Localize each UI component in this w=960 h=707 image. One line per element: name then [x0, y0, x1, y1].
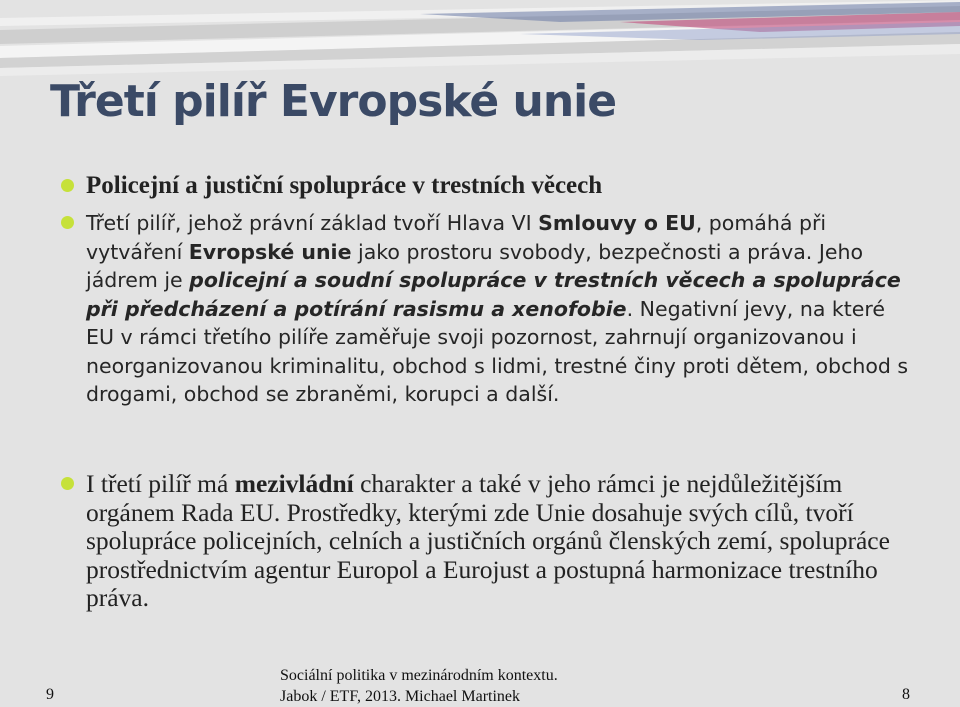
bullet-text — [86, 211, 908, 406]
bullet-text — [86, 172, 602, 199]
text-segment: Třetí pilíř, jehož právní základ tvoří Hlava VI — [86, 211, 539, 235]
bullet-item — [86, 209, 916, 409]
footer-caption — [280, 665, 558, 707]
bullet-item — [86, 470, 916, 613]
text-segment: policejní a soudní spolupráce v trestních věcech a spolupráce při předcházení a potírání rasismu a xenofobie — [86, 268, 901, 321]
bullet-item — [86, 171, 916, 201]
text-segment: Smlouvy o EU — [538, 211, 696, 235]
text-segment: I třetí pilíř má — [86, 469, 235, 498]
bullet-dot-icon — [61, 216, 74, 229]
footer-line-1: Sociální politika v mezinárodním kontextu. — [280, 667, 558, 684]
page-number-left: 9 — [46, 686, 54, 703]
bullet-dot-icon — [61, 477, 74, 490]
page-number-right: 8 — [902, 686, 910, 703]
text-segment: Policejní a justiční spolupráce v trestních věcech — [86, 172, 603, 199]
bullet-text — [86, 469, 890, 612]
slide-title: Třetí pilíř Evropské unie — [50, 76, 617, 127]
text-segment: charakter a také v jeho rámci je nejdůležitějším orgánem Rada EU. Prostředky, kterými zde Unie dosahuje svých cílů, tvoří spolupráce policejních, celních a justičních orgánů členských zemí, spolupráce prostřednictvím agentur Europol a Eurojust a postupná harmonizace trestního práva. — [86, 469, 890, 612]
bullet-dot-icon — [61, 179, 74, 192]
text-segment: jako prostoru svobody, bezpečnosti a práva. Jeho jádrem je — [86, 239, 864, 292]
text-segment: Evropské unie — [188, 239, 352, 264]
text-segment: , pomáhá při vytváření — [86, 211, 827, 264]
text-segment: mezivládní — [234, 469, 354, 498]
footer-line-2: Jabok / ETF, 2013. Michael Martinek — [280, 688, 521, 705]
text-segment: . Negativní jevy, na které EU v rámci třetího pilíře zaměřuje svoji pozornost, zahrnují organizovanou i neorganizovanou kriminalitu, obchod s lidmi, trestné činy proti dětem, obchod s drogami, obchod se zbraněmi, korupci a další. — [86, 296, 909, 406]
